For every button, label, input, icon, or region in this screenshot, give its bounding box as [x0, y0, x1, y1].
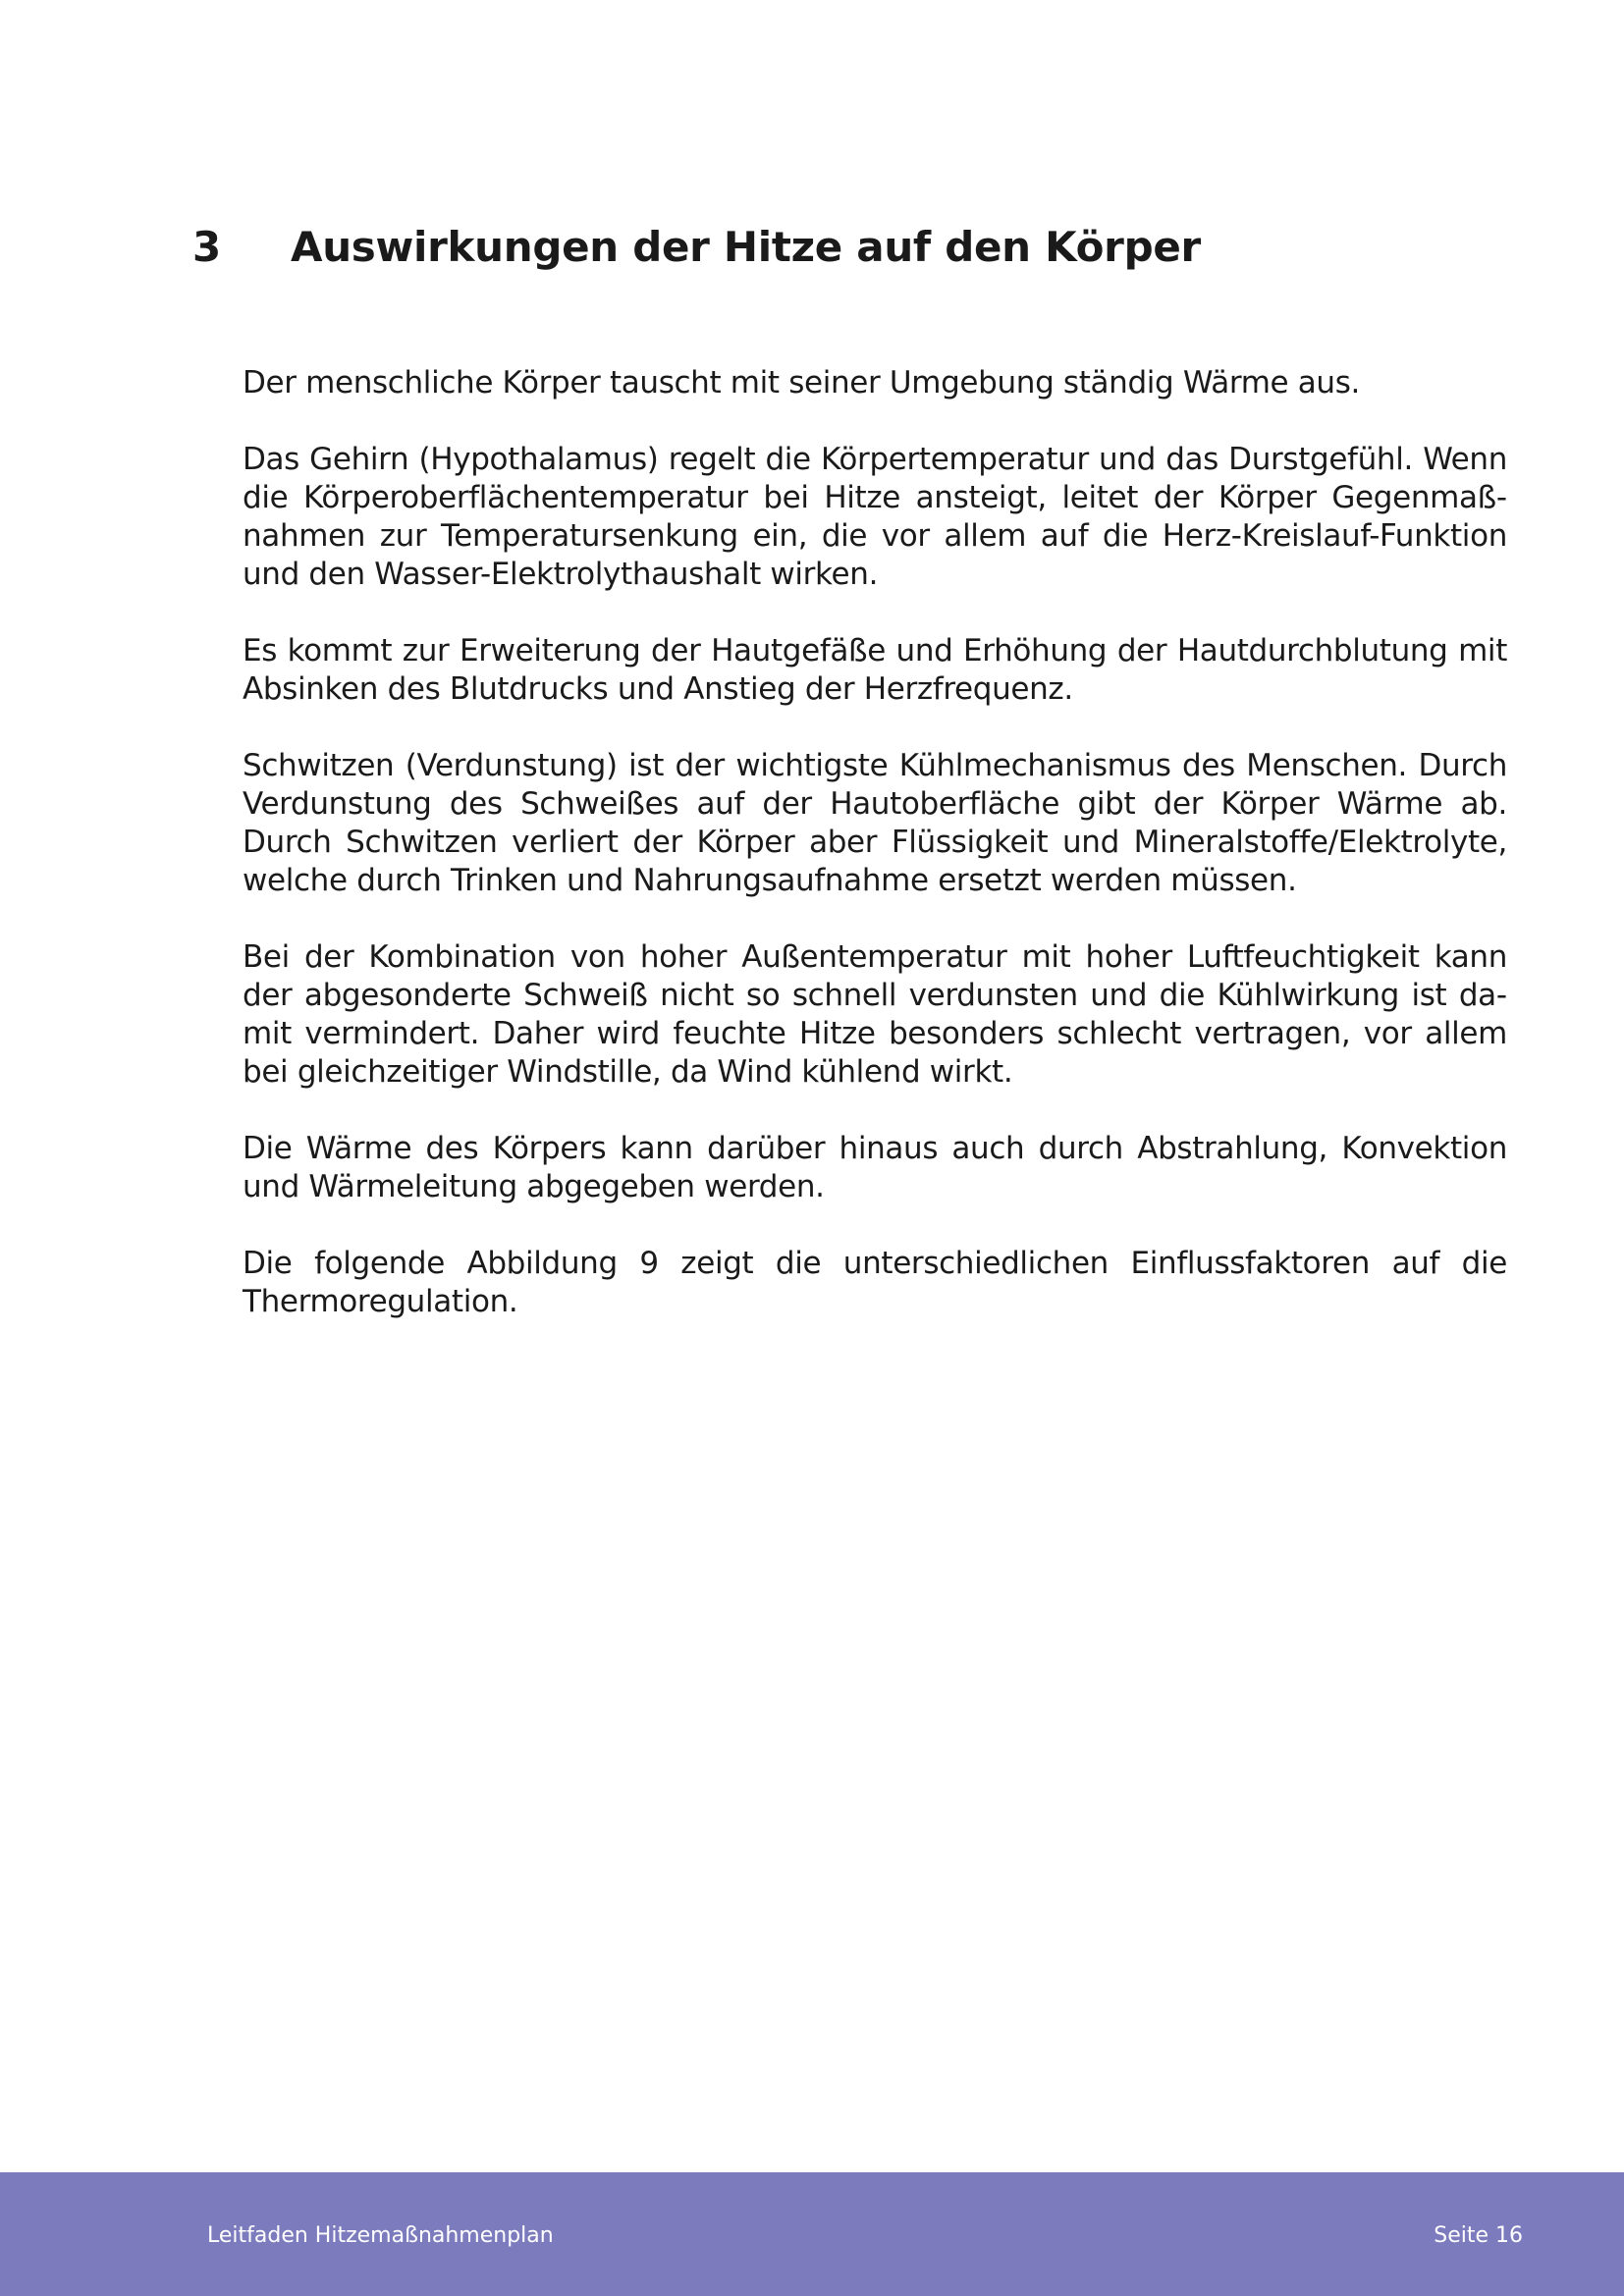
footer-document-title: Leitfaden Hitzemaßnahmenplan [207, 2223, 554, 2248]
paragraph-vasodilation: Es kommt zur Erweiterung der Hautgefäße und Erhöhung der Hautdurchblutung mit Absinken des Blutdrucks und Anstieg der Herzfrequenz. [243, 633, 1507, 707]
chapter-heading [192, 220, 1201, 275]
footer-page-number: Seite 16 [1434, 2223, 1523, 2248]
paragraph-heat-transfer: Die Wärme des Körpers kann darüber hinaus auch durch Abstrahlung, Konvektion und Wärmeleitung abgegeben werden. [243, 1131, 1507, 1204]
paragraph-figure-reference: Die folgende Abbildung 9 zeigt die unterschiedlichen Einflussfaktoren auf die Thermoregulation. [243, 1246, 1507, 1319]
paragraph-humidity: Bei der Kombination von hoher Außentemperatur mit hoher Luftfeuchtigkeit kann der abgesonderte Schweiß nicht so schnell verdunsten und die Kühlwirkung ist damit vermindert. Daher wird feuchte Hitze besonders schlecht vertragen, vor allem bei gleichzeitiger Windstille, da Wind kühlend wirkt. [243, 939, 1507, 1090]
chapter-title: Auswirkungen der Hitze auf den Körper [291, 223, 1201, 271]
paragraph-sweating: Schwitzen (Verdunstung) ist der wichtigste Kühlmechanismus des Menschen. Durch Verdunstung des Schweißes auf der Hautoberfläche gibt der Körper Wärme ab. Durch Schwitzen verliert der Körper aber Flüssigkeit und Mineralstoffe/Elektrolyte, welche durch Trinken und Nahrungsaufnahme ersetzt werden müssen. [243, 748, 1507, 898]
paragraph-hypothalamus: Das Gehirn (Hypothalamus) regelt die Körpertemperatur und das Durstgefühl. Wenn die Körperoberflächentemperatur bei Hitze ansteigt, leitet der Körper Gegenmaßnahmen zur Temperatursenkung ein, die vor allem auf die Herz-Kreislauf-Funktion und den Wasser-Elektrolythaushalt wirken. [243, 442, 1507, 592]
paragraph-heat-exchange: Der menschliche Körper tauscht mit seiner Umgebung ständig Wärme aus. [243, 365, 1361, 400]
page-footer [0, 2172, 1624, 2296]
body-text [243, 364, 1507, 1360]
chapter-number: 3 [192, 223, 221, 271]
